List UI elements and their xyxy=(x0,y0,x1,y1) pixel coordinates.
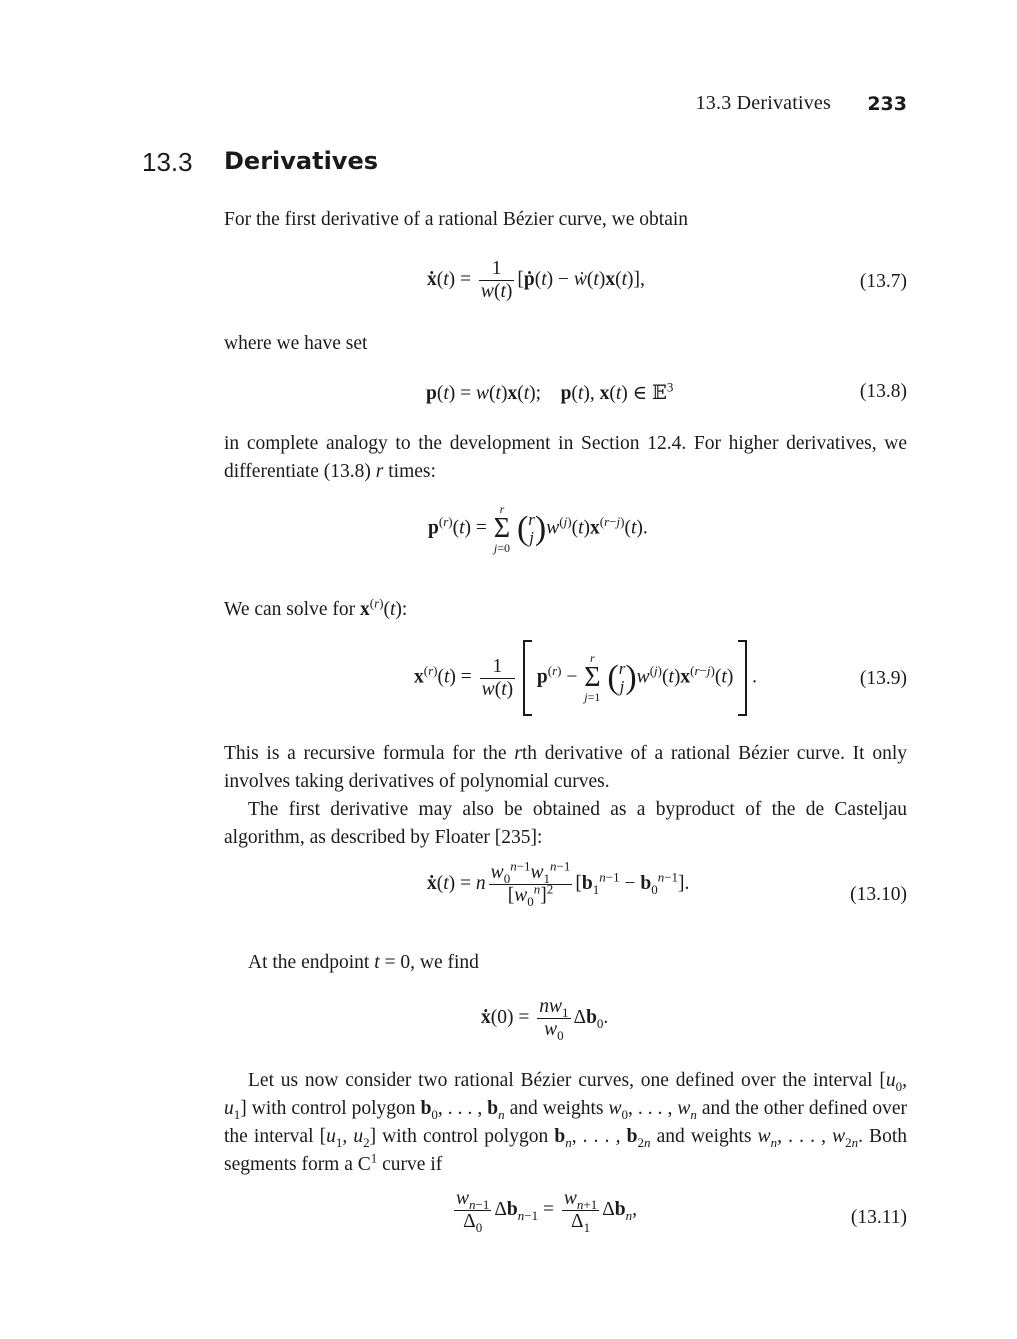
equation-13-8: p(t) = w(t)x(t); p(t), x(t) ∈ 𝔼$^3$ xyxy=(426,379,674,404)
paragraph-8: Let us now consider two rational Bézier curves, one defined over the interval [$u_0$, $u_1$] with control polygon $b_0$, . . . , $b_n$ and weights $w_0$, . . . , $w_n$ and the other defined over the interval [$u_1$, $u_2$] with control polygon $b_n$, . . . , $b_{2n}$ and weights $w_n$, . . . , $w_{2n}$. Both segments form a $C^1$ curve if xyxy=(224,1070,907,1175)
section-number: 13.3 xyxy=(142,147,193,177)
paragraph-6: The first derivative may also be obtained as a byproduct of the de Casteljau algorithm, as described by Floater [235]: xyxy=(224,799,907,848)
equation-number-13-9: (13.9) xyxy=(859,668,907,689)
paragraph-5: This is a recursive formula for the rth derivative of a rational Bézier curve. It only involves taking derivatives of polynomial curves. xyxy=(224,743,908,792)
equation-13-9: $x^{(r)}(t)$ = $\frac{1}{w(t)}$ $p^{(r)}$ − r Σ j=1 (r $j)w^{(j)}(t)x^{(r-j)}(t)$ . xyxy=(414,640,757,716)
paragraph-7: At the endpoint t = 0, we find xyxy=(248,952,479,973)
paragraph-4: We can solve for $x^{(r)}(t)$: xyxy=(224,595,408,620)
paragraph-1: For the first derivative of a rational Bézier curve, we obtain xyxy=(224,209,689,230)
section-title: Derivatives xyxy=(224,147,379,175)
equation-13-10: ẋ(t) = n $\frac{w_0^{n-1}w_1^{n-1}}{[w_0^n]^2}$ $[b_1^{n-1} - b_0^{n-1}]$. xyxy=(427,858,690,909)
paragraph-3: in complete analogy to the development in Section 12.4. For higher derivatives, we differentiate (13.8) r times: xyxy=(224,433,907,482)
equation-number-13-10: (13.10) xyxy=(850,884,907,905)
equation-13-11: $\frac{w_{n-1}}{\Delta_0}$ $\Delta b_{n-1}$ = $\frac{w_{n+1}}{\Delta_1}$ $\Delta b_n$, xyxy=(456,1188,637,1235)
equation-x0: ẋ(0) = $\frac{nw_1}{w_0}$ $\Delta b_0$. xyxy=(481,996,609,1043)
running-header-title: 13.3 Derivatives xyxy=(695,92,831,114)
equation-p-r: $p^{(r)}(t)$ = r Σ j=0 (r $j)w^{(j)}(t)x^{(r-j)}(t)$. xyxy=(428,502,648,555)
equation-number-13-7: (13.7) xyxy=(859,271,907,292)
paragraph-2: where we have set xyxy=(224,333,368,354)
equation-13-7: ẋ(t) = $\frac{1}{w(t)}$ [ṗ(t) − ẇ(t)x(t)], xyxy=(427,258,645,302)
equation-number-13-11: (13.11) xyxy=(850,1207,907,1228)
page-number: 233 xyxy=(867,93,907,115)
equation-number-13-8: (13.8) xyxy=(859,381,907,402)
